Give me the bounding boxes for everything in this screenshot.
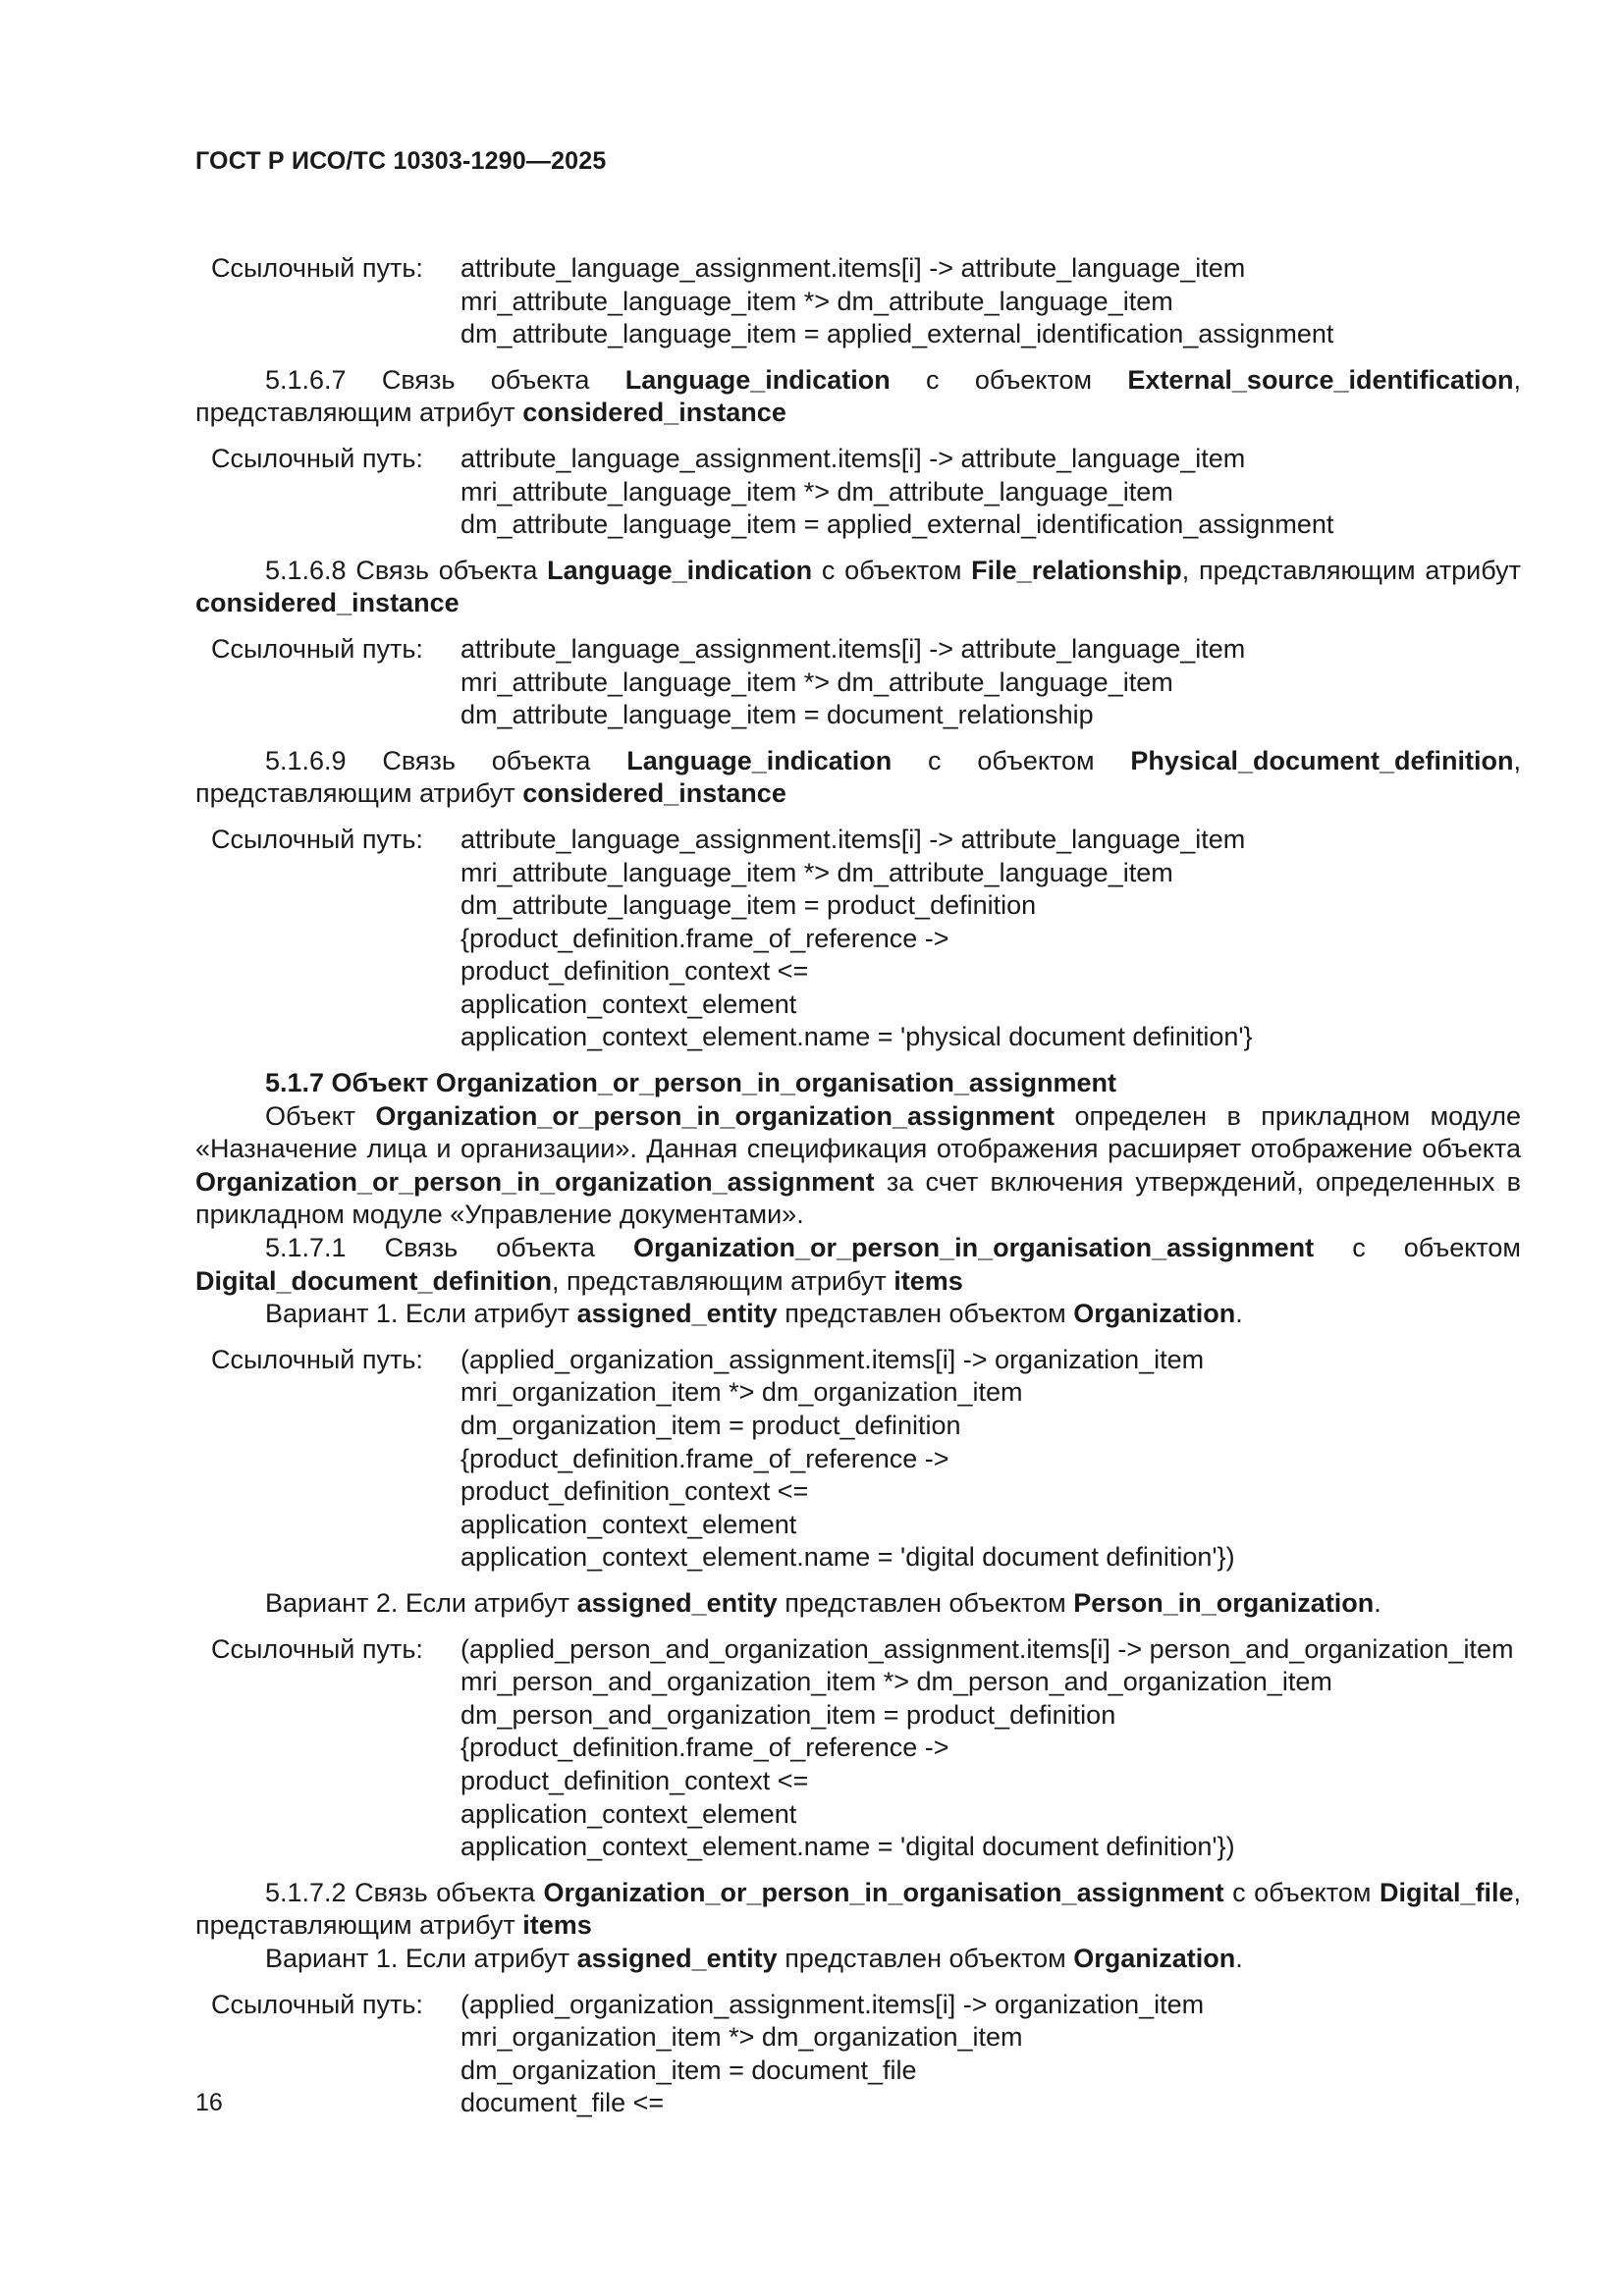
reference-path-lines: [460, 1633, 1521, 1864]
reference-path-line: attribute_language_assignment.items[i] -> attribute_language_item: [460, 824, 1246, 854]
reference-path-block: [195, 1989, 1521, 2120]
reference-path-label: Ссылочный путь:: [211, 253, 423, 283]
reference-path-line: dm_attribute_language_item = applied_external_identification_assignment: [460, 319, 1334, 349]
paragraph: [195, 1100, 1521, 1232]
bold-term: assigned_entity: [576, 1299, 778, 1329]
paragraph: [195, 555, 1521, 620]
text-run: Объект: [265, 1100, 376, 1131]
reference-path-lines: [460, 443, 1521, 542]
reference-path-line: mri_attribute_language_item *> dm_attribute_language_item: [460, 857, 1173, 887]
text-run: , представляющим атрибут: [1181, 555, 1521, 585]
reference-path-label: Ссылочный путь:: [211, 824, 423, 854]
reference-path-label: Ссылочный путь:: [211, 1989, 423, 2019]
bold-term: items: [893, 1265, 963, 1296]
reference-path-line: mri_attribute_language_item *> dm_attribute_language_item: [460, 667, 1173, 697]
bold-term: Organization_or_person_in_organization_assignment: [195, 1166, 875, 1197]
bold-term: Digital_document_definition: [195, 1265, 553, 1296]
reference-path-line: {product_definition.frame_of_reference ->: [460, 923, 949, 953]
text-run: с объектом: [1223, 1877, 1380, 1907]
text-run: представлен объектом: [777, 1299, 1074, 1329]
reference-path-line: dm_attribute_language_item = product_definition: [460, 890, 1037, 921]
bold-term: considered_instance: [522, 778, 786, 809]
text-run: Вариант 1. Если атрибут: [265, 1943, 577, 1973]
text-run: за счет включения утверждений, определенных в прикладном модуле «Управление документами».: [195, 1166, 1521, 1230]
text-run: .: [1235, 1943, 1243, 1973]
text-run: 5.1.7.2 Связь объекта: [265, 1877, 544, 1907]
paragraph: [195, 364, 1521, 430]
text-run: , представляющим атрибут: [195, 364, 1521, 428]
reference-path-block: [195, 824, 1521, 1054]
reference-path-line: application_context_element.name = 'digital document definition'}): [460, 1542, 1235, 1573]
section-heading: [195, 1067, 1521, 1100]
reference-path-line: dm_attribute_language_item = applied_external_identification_assignment: [460, 509, 1334, 540]
text-run: 5.1.6.7 Связь объекта: [265, 364, 625, 395]
reference-path-block: [195, 633, 1521, 732]
reference-path-line: mri_organization_item *> dm_organization_item: [460, 2022, 1023, 2053]
reference-path-label: Ссылочный путь:: [211, 1633, 423, 1664]
reference-path-lines: [460, 824, 1521, 1054]
reference-path-label: Ссылочный путь:: [211, 443, 423, 473]
page-number: 16: [195, 2089, 223, 2116]
page-content: [195, 240, 1521, 2120]
text-run: 5.1.7.1 Связь объекта: [265, 1233, 633, 1263]
text-run: представлен объектом: [777, 1943, 1074, 1973]
text-run: 5.1.6.9 Связь объекта: [265, 745, 627, 775]
bold-term: Organization: [1073, 1943, 1236, 1973]
bold-term: Language_indication: [626, 745, 893, 775]
reference-path-line: dm_organization_item = document_file: [460, 2055, 917, 2085]
bold-term: Physical_document_definition: [1130, 745, 1514, 775]
text-run: .: [1374, 1587, 1381, 1618]
reference-path-line: attribute_language_assignment.items[i] -> attribute_language_item: [460, 633, 1246, 664]
reference-path-line: attribute_language_assignment.items[i] -> attribute_language_item: [460, 253, 1246, 283]
page-header-standard-number: ГОСТ Р ИСО/ТС 10303-1290—2025: [195, 147, 607, 175]
reference-path-line: application_context_element: [460, 1509, 797, 1539]
bold-term: Organization_or_person_in_organisation_assignment: [543, 1877, 1224, 1907]
reference-path-line: application_context_element.name = 'physical document definition'}: [460, 1022, 1253, 1052]
reference-path-lines: [460, 1344, 1521, 1575]
bold-term: Digital_file: [1379, 1877, 1514, 1907]
reference-path-line: mri_person_and_organization_item *> dm_person_and_organization_item: [460, 1667, 1332, 1697]
reference-path-lines: [460, 633, 1521, 732]
text-run: представлен объектом: [777, 1587, 1074, 1618]
bold-term: Language_indication: [547, 555, 813, 585]
text-run: , представляющим атрибут: [195, 1877, 1521, 1941]
reference-path-line: document_file <=: [460, 2088, 665, 2118]
reference-path-block: [195, 1344, 1521, 1575]
bold-term: File_relationship: [971, 555, 1182, 585]
paragraph: [195, 1232, 1521, 1298]
reference-path-line: (applied_organization_assignment.items[i] -> organization_item: [460, 1344, 1205, 1374]
reference-path-line: {product_definition.frame_of_reference ->: [460, 1443, 949, 1473]
reference-path-line: application_context_element: [460, 988, 797, 1019]
bold-term: assigned_entity: [576, 1587, 778, 1618]
reference-path-line: attribute_language_assignment.items[i] -> attribute_language_item: [460, 443, 1246, 473]
text-run: , представляющим атрибут: [195, 745, 1521, 809]
reference-path-line: (applied_person_and_organization_assignment.items[i] -> person_and_organization_item: [460, 1633, 1514, 1664]
text-run: Вариант 1. Если атрибут: [265, 1299, 577, 1329]
reference-path-block: [195, 1633, 1521, 1864]
reference-path-lines: [460, 252, 1521, 351]
reference-path-line: product_definition_context <=: [460, 1476, 809, 1507]
reference-path-line: mri_attribute_language_item *> dm_attribute_language_item: [460, 286, 1173, 316]
text-run: Вариант 2. Если атрибут: [265, 1587, 577, 1618]
paragraph: [195, 745, 1521, 811]
paragraph: [195, 1943, 1521, 1976]
bold-term: Person_in_organization: [1073, 1587, 1375, 1618]
reference-path-line: (applied_organization_assignment.items[i] -> organization_item: [460, 1989, 1205, 2019]
bold-term: items: [522, 1910, 592, 1941]
reference-path-lines: [460, 1989, 1521, 2120]
bold-term: Organization_or_person_in_organisation_assignment: [633, 1233, 1315, 1263]
bold-term: 5.1.7 Объект Organization_or_person_in_organisation_assignment: [265, 1068, 1116, 1098]
reference-path-line: dm_attribute_language_item = document_relationship: [460, 700, 1094, 730]
reference-path-block: [195, 443, 1521, 542]
bold-term: considered_instance: [195, 588, 460, 618]
paragraph: [195, 1877, 1521, 1943]
text-run: с объектом: [892, 745, 1131, 775]
reference-path-line: application_context_element.name = 'digital document definition'}): [460, 1832, 1235, 1862]
reference-path-line: dm_person_and_organization_item = product_definition: [460, 1699, 1116, 1730]
text-run: с объектом: [1314, 1233, 1521, 1263]
reference-path-line: mri_attribute_language_item *> dm_attribute_language_item: [460, 476, 1173, 507]
reference-path-line: dm_organization_item = product_definition: [460, 1411, 961, 1440]
reference-path-line: application_context_element: [460, 1798, 797, 1829]
bold-term: Language_indication: [624, 364, 891, 395]
text-run: определен в прикладном модуле «Назначение лица и организации». Данная спецификация отображения расширяет отображение объекта: [195, 1100, 1522, 1164]
reference-path-block: [195, 252, 1521, 351]
text-run: с объектом: [890, 364, 1128, 395]
reference-path-line: {product_definition.frame_of_reference ->: [460, 1733, 949, 1763]
text-run: 5.1.6.8 Связь объекта: [265, 555, 548, 585]
text-run: , представляющим атрибут: [552, 1265, 894, 1296]
bold-term: Organization: [1073, 1299, 1236, 1329]
text-run: .: [1235, 1299, 1243, 1329]
reference-path-label: Ссылочный путь:: [211, 633, 423, 664]
bold-term: External_source_identification: [1127, 364, 1514, 395]
reference-path-label: Ссылочный путь:: [211, 1344, 423, 1374]
reference-path-line: product_definition_context <=: [460, 956, 809, 987]
bold-term: considered_instance: [522, 398, 786, 428]
text-run: с объектом: [812, 555, 972, 585]
bold-term: assigned_entity: [576, 1943, 778, 1973]
reference-path-line: product_definition_context <=: [460, 1765, 809, 1795]
paragraph: [195, 1587, 1521, 1621]
paragraph: [195, 1298, 1521, 1331]
bold-term: Organization_or_person_in_organization_assignment: [375, 1100, 1056, 1131]
reference-path-line: mri_organization_item *> dm_organization_item: [460, 1377, 1023, 1408]
